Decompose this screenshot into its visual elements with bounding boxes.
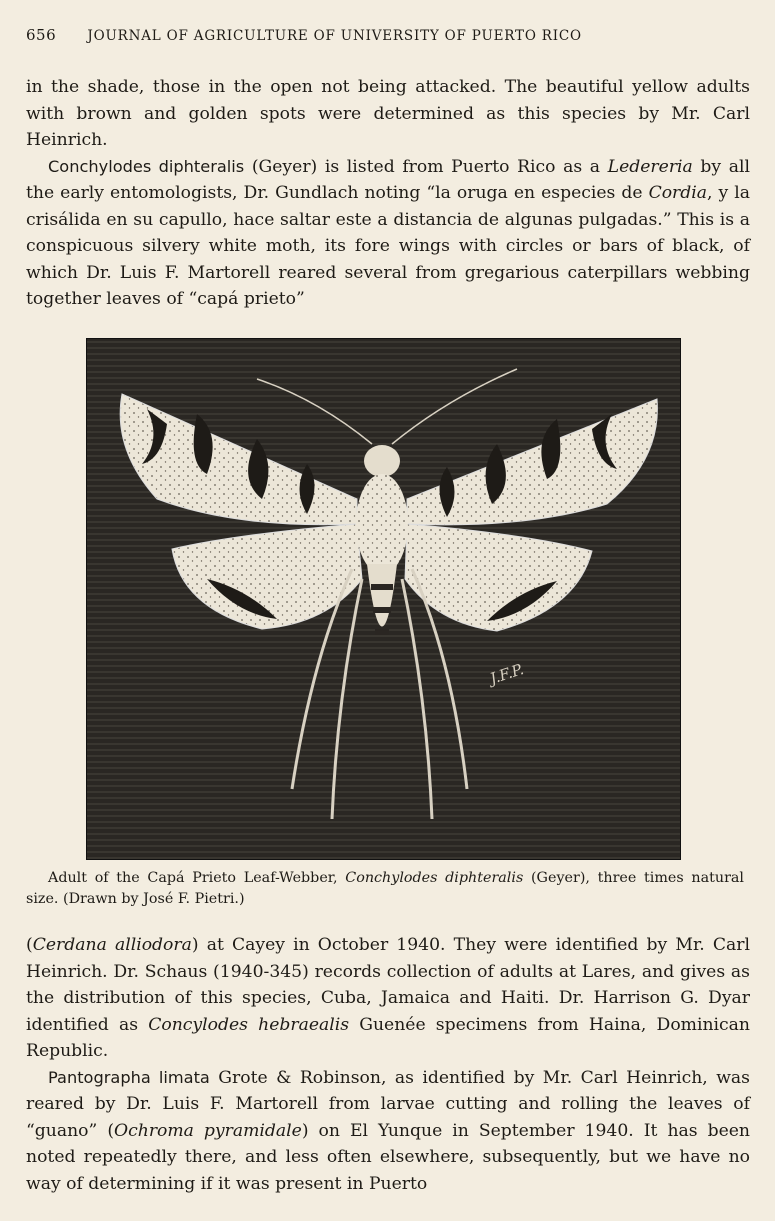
caption-species: Conchylodes diphteralis [345, 870, 524, 886]
text-run: ( [26, 935, 33, 955]
text-run: ) at Cayey in October 1940. They were identified by Mr. Carl Heinrich. Dr. Schaus (1940-345) records collection of adults at Lares, and gives as the distribution of this species, Cuba, Jamaica and Haiti. Dr. Harrison G. Dyar identified as [26, 935, 750, 1035]
running-head [26, 26, 756, 44]
upper-text-block [26, 74, 750, 313]
artist-initials: J.F.P. [487, 660, 526, 688]
moth-drawing [87, 339, 680, 859]
moth-thorax [356, 474, 408, 574]
text-run: Grote & Robinson, as identified by Mr. Carl Heinrich, was reared by Dr. Luis F. Martorell from larvae cutting and rolling the leaves of “guano” ( [26, 1067, 750, 1141]
paragraph-pantographa [26, 1065, 750, 1198]
species-name: Pantographa limata [48, 1067, 210, 1087]
paragraph-cerdana [26, 932, 750, 1065]
paragraph-shade-text: in the shade, those in the open not being attacked. The beautiful yellow adults with brown and golden spots were determined as this species by Mr. Carl Heinrich. [26, 77, 750, 150]
species-name: Conchylodes diphteralis [48, 156, 245, 176]
figure-caption [26, 868, 744, 910]
text-run: ) on El Yunque in September 1940. It has been noted repeatedly there, and less often elsewhere, subsequently, but we have no way of determining if it was present in Puerto [26, 1120, 751, 1194]
genus-name: Ledereria [607, 156, 693, 177]
species-name: Concylodes hebraealis [148, 1014, 350, 1035]
text-run: by all the early entomologists, Dr. Gundlach noting “la oruga en especies de [26, 156, 750, 203]
moth-head [364, 445, 400, 477]
page-number: 656 [26, 26, 57, 44]
caption-text [26, 868, 744, 910]
text-run: (Geyer) is listed from Puerto Rico as a [244, 156, 608, 177]
plant-genus: Cordia [648, 183, 708, 203]
paragraph-conchylodes [26, 154, 750, 313]
text-run: Guenée specimens from Haina, Dominican Republic. [26, 1014, 750, 1061]
text-run: , y la crisálida en su capullo, hace saltar este a distancia de algunas pulgadas.” This is a conspicuous silvery white moth, its fore wings with circles or bars of black, of which Dr. Luis F. Martorell reared several from gregarious caterpillars webbing together leaves of “capá prieto” [26, 183, 750, 309]
lower-text-block [26, 932, 750, 1197]
journal-title: JOURNAL OF AGRICULTURE OF UNIVERSITY OF PUERTO RICO [87, 28, 582, 44]
plant-name: Cerdana alliodora [32, 935, 192, 955]
text-run: Adult of the Capá Prieto Leaf-Webber, [48, 870, 346, 886]
plant-name: Ochroma pyramidale [114, 1120, 302, 1141]
paragraph-shade [26, 74, 750, 154]
moth-illustration [86, 338, 681, 860]
text-run: (Geyer), three times natural size. (Drawn by José F. Pietri.) [26, 870, 744, 907]
